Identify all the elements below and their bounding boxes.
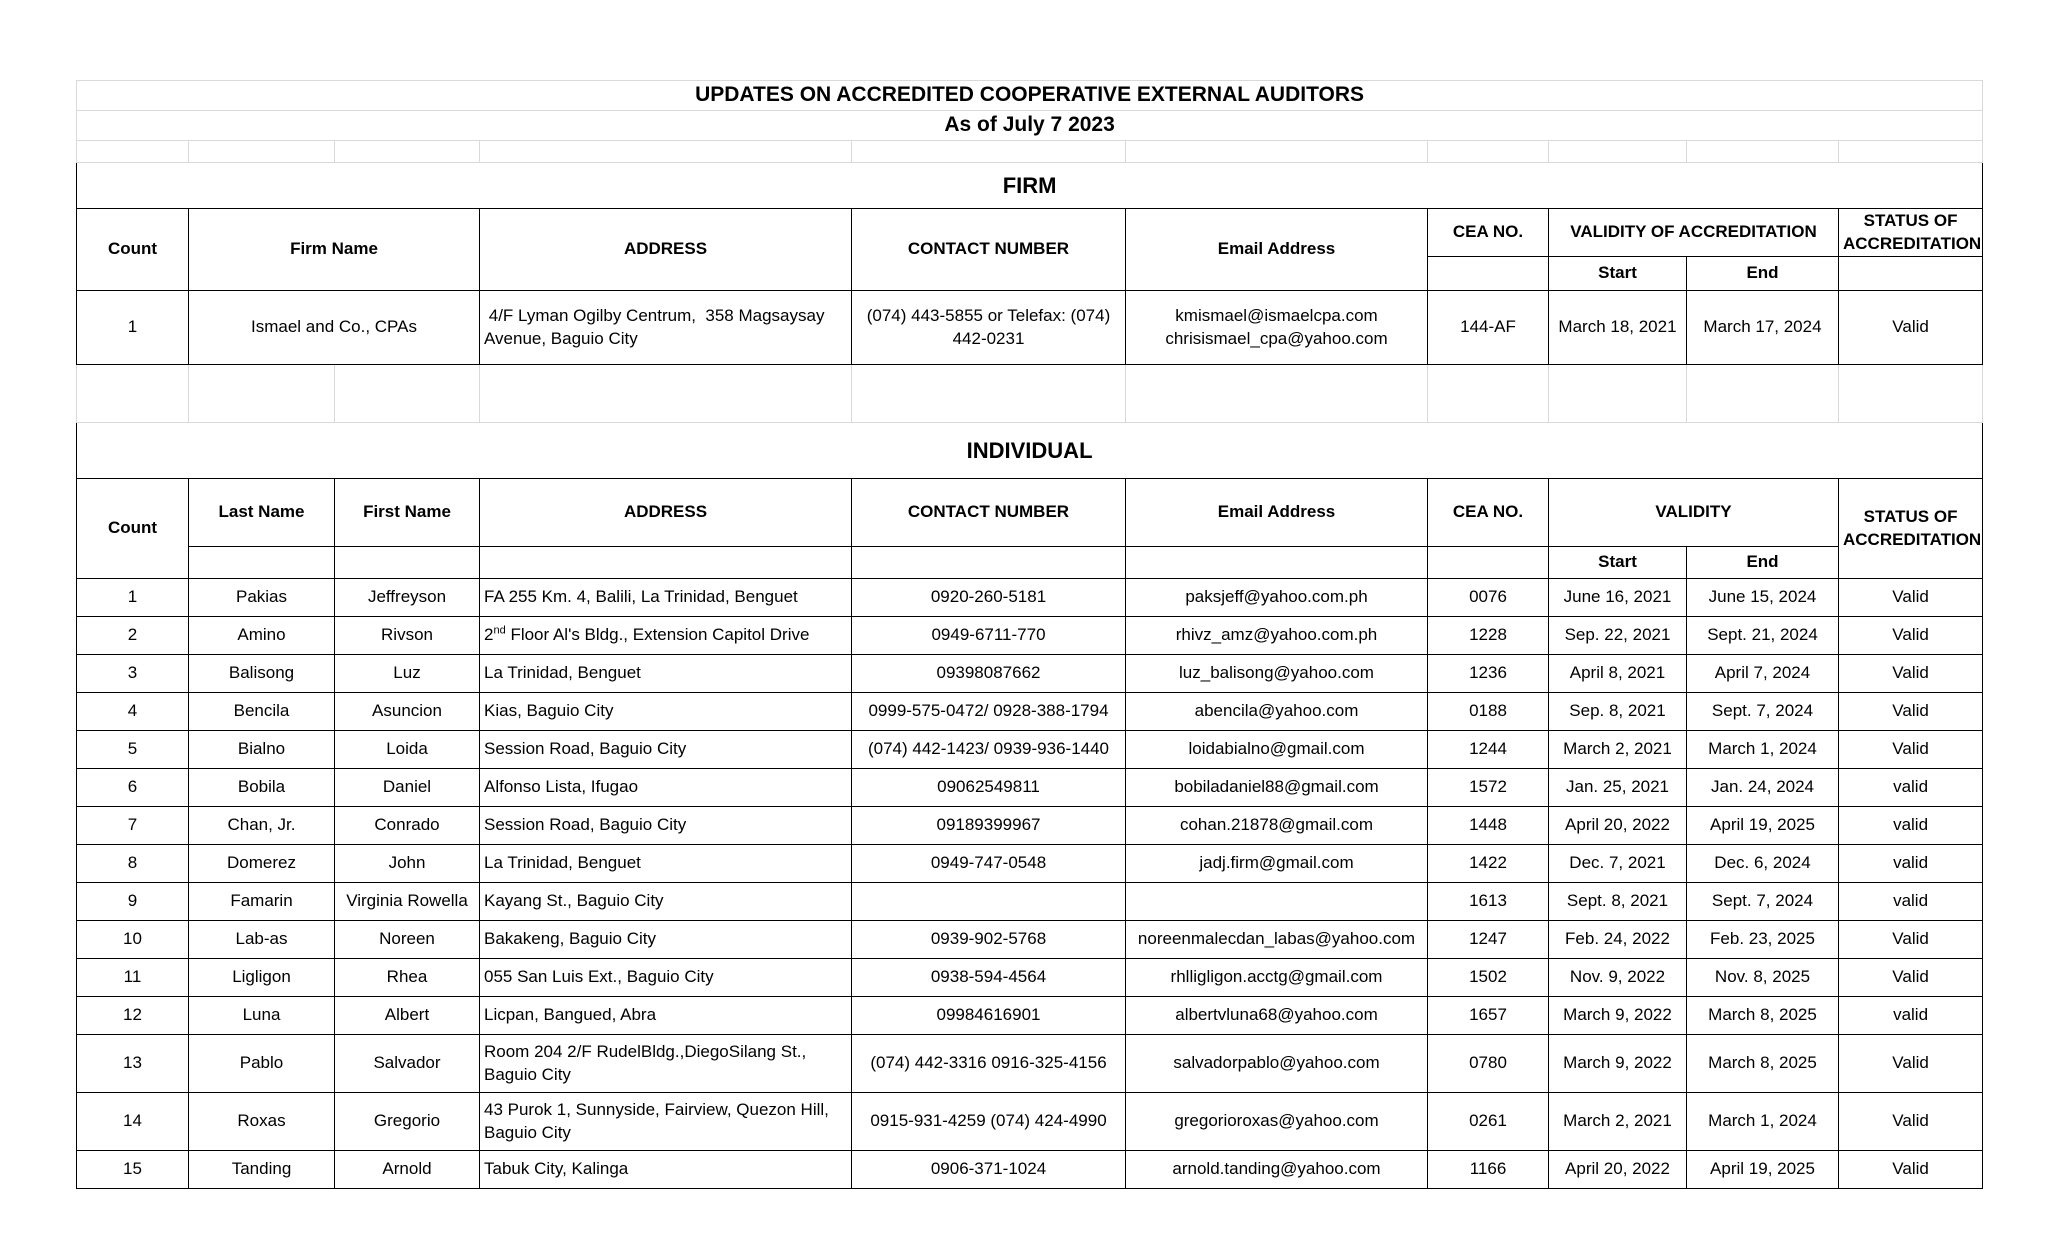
table-row	[77, 1151, 1983, 1189]
cell-status: valid	[1839, 845, 1983, 883]
cell-last-name: Famarin	[189, 883, 335, 921]
cell-first-name: Albert	[335, 997, 480, 1035]
cell-cea: 1422	[1428, 845, 1549, 883]
header-cea-blank	[1428, 257, 1549, 291]
table-row	[77, 769, 1983, 807]
cell-last-name: Tanding	[189, 1151, 335, 1189]
cell-last-name: Bobila	[189, 769, 335, 807]
cell-last-name: Lab-as	[189, 921, 335, 959]
cell-status: valid	[1839, 883, 1983, 921]
cell-email: jadj.firm@gmail.com	[1126, 845, 1428, 883]
cell-last-name: Pakias	[189, 579, 335, 617]
cell-contact: (074) 442-1423/ 0939-936-1440	[852, 731, 1126, 769]
cell-first-name: Rivson	[335, 617, 480, 655]
cell-count: 7	[77, 807, 189, 845]
header-validity: VALIDITY OF ACCREDITATION	[1549, 209, 1839, 257]
cell-contact: 09984616901	[852, 997, 1126, 1035]
header-end: End	[1687, 257, 1839, 291]
header-count: Count	[77, 479, 189, 579]
table-row	[77, 617, 1983, 655]
table-row	[77, 291, 1983, 365]
cell-cea: 1448	[1428, 807, 1549, 845]
table-row	[77, 845, 1983, 883]
cell-count: 3	[77, 655, 189, 693]
cell-cea: 1166	[1428, 1151, 1549, 1189]
cell-count: 14	[77, 1093, 189, 1151]
header-status: STATUS OF ACCREDITATION	[1839, 209, 1983, 257]
cell-first-name: Luz	[335, 655, 480, 693]
cell-count: 5	[77, 731, 189, 769]
cell-status: Valid	[1839, 579, 1983, 617]
header-address: ADDRESS	[480, 479, 852, 547]
table-row	[77, 731, 1983, 769]
cell-status: Valid	[1839, 1093, 1983, 1151]
table-row	[77, 1035, 1983, 1093]
cell-first-name: Jeffreyson	[335, 579, 480, 617]
cell-contact: 09189399967	[852, 807, 1126, 845]
cell-email: noreenmalecdan_labas@yahoo.com	[1126, 921, 1428, 959]
table-row	[77, 883, 1983, 921]
cell-cea: 1228	[1428, 617, 1549, 655]
firm-section-heading: FIRM	[77, 163, 1983, 209]
cell-address: 055 San Luis Ext., Baguio City	[480, 959, 852, 997]
email-line-2: chrisismael_cpa@yahoo.com	[1165, 328, 1388, 348]
cell-address: 4/F Lyman Ogilby Centrum, 358 Magsaysay Avenue, Baguio City	[480, 291, 852, 365]
cell-address: Kias, Baguio City	[480, 693, 852, 731]
cell-count: 10	[77, 921, 189, 959]
document-title: UPDATES ON ACCREDITED COOPERATIVE EXTERNAL AUDITORS	[77, 81, 1983, 111]
cell-start: Jan. 25, 2021	[1549, 769, 1687, 807]
header-cea: CEA NO.	[1428, 209, 1549, 257]
cell-cea: 0188	[1428, 693, 1549, 731]
cell-email: luz_balisong@yahoo.com	[1126, 655, 1428, 693]
header-email: Email Address	[1126, 479, 1428, 547]
cell-address: 2nd Floor Al's Bldg., Extension Capitol Drive	[480, 617, 852, 655]
header-first-name: First Name	[335, 479, 480, 547]
cell-address: Tabuk City, Kalinga	[480, 1151, 852, 1189]
cell-last-name: Bialno	[189, 731, 335, 769]
cell-end: Dec. 6, 2024	[1687, 845, 1839, 883]
cell-first-name: Salvador	[335, 1035, 480, 1093]
header-contact: CONTACT NUMBER	[852, 209, 1126, 291]
table-row	[77, 959, 1983, 997]
cell-firm-name: Ismael and Co., CPAs	[189, 291, 480, 365]
header-status-blank	[1839, 257, 1983, 291]
table-row	[77, 579, 1983, 617]
cell-contact: 0939-902-5768	[852, 921, 1126, 959]
cell-count: 15	[77, 1151, 189, 1189]
cell-first-name: Arnold	[335, 1151, 480, 1189]
cell-end: Sept. 7, 2024	[1687, 693, 1839, 731]
cell-status: valid	[1839, 997, 1983, 1035]
cell-contact	[852, 883, 1126, 921]
cell-end: Nov. 8, 2025	[1687, 959, 1839, 997]
header-address: ADDRESS	[480, 209, 852, 291]
cell-first-name: Conrado	[335, 807, 480, 845]
cell-end: April 7, 2024	[1687, 655, 1839, 693]
table-row	[77, 693, 1983, 731]
cell-contact: 0949-6711-770	[852, 617, 1126, 655]
cell-start: April 8, 2021	[1549, 655, 1687, 693]
cell-email	[1126, 291, 1428, 365]
cell-cea: 1244	[1428, 731, 1549, 769]
cell-contact: (074) 443-5855 or Telefax: (074) 442-0231	[852, 291, 1126, 365]
cell-count: 6	[77, 769, 189, 807]
spacer-row	[77, 141, 1983, 163]
header-status: STATUS OF ACCREDITATION	[1839, 479, 1983, 579]
cell-count: 9	[77, 883, 189, 921]
cell-count: 12	[77, 997, 189, 1035]
header-contact: CONTACT NUMBER	[852, 479, 1126, 547]
cell-status: Valid	[1839, 959, 1983, 997]
cell-cea: 0780	[1428, 1035, 1549, 1093]
cell-last-name: Chan, Jr.	[189, 807, 335, 845]
table-row	[77, 807, 1983, 845]
cell-status: Valid	[1839, 1151, 1983, 1189]
spreadsheet	[76, 80, 1982, 1189]
cell-last-name: Ligligon	[189, 959, 335, 997]
cell-count: 2	[77, 617, 189, 655]
cell-status: Valid	[1839, 921, 1983, 959]
cell-first-name: Rhea	[335, 959, 480, 997]
cell-address: Alfonso Lista, Ifugao	[480, 769, 852, 807]
cell-last-name: Luna	[189, 997, 335, 1035]
cell-address: La Trinidad, Benguet	[480, 655, 852, 693]
cell-start: March 2, 2021	[1549, 731, 1687, 769]
cell-contact: 0906-371-1024	[852, 1151, 1126, 1189]
cell-start: March 2, 2021	[1549, 1093, 1687, 1151]
cell-end: Sept. 7, 2024	[1687, 883, 1839, 921]
cell-status: valid	[1839, 769, 1983, 807]
cell-status: Valid	[1839, 693, 1983, 731]
cell-end: June 15, 2024	[1687, 579, 1839, 617]
cell-first-name: John	[335, 845, 480, 883]
cell-cea: 1657	[1428, 997, 1549, 1035]
cell-last-name: Pablo	[189, 1035, 335, 1093]
cell-contact: 0915-931-4259 (074) 424-4990	[852, 1093, 1126, 1151]
cell-end: March 17, 2024	[1687, 291, 1839, 365]
cell-count: 4	[77, 693, 189, 731]
header-end: End	[1687, 547, 1839, 579]
cell-address: Session Road, Baguio City	[480, 807, 852, 845]
cell-first-name: Asuncion	[335, 693, 480, 731]
individual-section-heading: INDIVIDUAL	[77, 423, 1983, 479]
cell-email: rhlligligon.acctg@gmail.com	[1126, 959, 1428, 997]
auditors-table	[76, 80, 1983, 1189]
cell-end: Sept. 21, 2024	[1687, 617, 1839, 655]
cell-address: Room 204 2/F RudelBldg.,DiegoSilang St., Baguio City	[480, 1035, 852, 1093]
cell-first-name: Virginia Rowella	[335, 883, 480, 921]
cell-email: salvadorpablo@yahoo.com	[1126, 1035, 1428, 1093]
cell-cea: 0261	[1428, 1093, 1549, 1151]
header-start: Start	[1549, 257, 1687, 291]
cell-cea: 1572	[1428, 769, 1549, 807]
cell-contact: 0938-594-4564	[852, 959, 1126, 997]
cell-end: March 8, 2025	[1687, 1035, 1839, 1093]
cell-last-name: Bencila	[189, 693, 335, 731]
cell-last-name: Amino	[189, 617, 335, 655]
cell-count: 13	[77, 1035, 189, 1093]
cell-status: valid	[1839, 807, 1983, 845]
table-row	[77, 655, 1983, 693]
cell-start: April 20, 2022	[1549, 807, 1687, 845]
firm-header-row	[77, 209, 1983, 257]
cell-email: loidabialno@gmail.com	[1126, 731, 1428, 769]
header-validity: VALIDITY	[1549, 479, 1839, 547]
cell-email: albertvluna68@yahoo.com	[1126, 997, 1428, 1035]
cell-email: gregorioroxas@yahoo.com	[1126, 1093, 1428, 1151]
cell-count: 11	[77, 959, 189, 997]
cell-contact: 0949-747-0548	[852, 845, 1126, 883]
cell-last-name: Balisong	[189, 655, 335, 693]
cell-contact: 0920-260-5181	[852, 579, 1126, 617]
table-row	[77, 921, 1983, 959]
cell-cea: 1613	[1428, 883, 1549, 921]
cell-address: Kayang St., Baguio City	[480, 883, 852, 921]
cell-start: June 16, 2021	[1549, 579, 1687, 617]
cell-start: Feb. 24, 2022	[1549, 921, 1687, 959]
header-firm-name: Firm Name	[189, 209, 480, 291]
email-line-1: kmismael@ismaelcpa.com	[1175, 305, 1378, 325]
cell-end: March 1, 2024	[1687, 731, 1839, 769]
cell-contact: (074) 442-3316 0916-325-4156	[852, 1035, 1126, 1093]
cell-start: March 9, 2022	[1549, 1035, 1687, 1093]
cell-count: 1	[77, 579, 189, 617]
header-cea: CEA NO.	[1428, 479, 1549, 547]
cell-address: La Trinidad, Benguet	[480, 845, 852, 883]
cell-contact: 09398087662	[852, 655, 1126, 693]
cell-cea: 1502	[1428, 959, 1549, 997]
cell-end: April 19, 2025	[1687, 1151, 1839, 1189]
cell-start: Nov. 9, 2022	[1549, 959, 1687, 997]
cell-cea: 0076	[1428, 579, 1549, 617]
cell-end: March 8, 2025	[1687, 997, 1839, 1035]
individual-header-row	[77, 479, 1983, 547]
header-email: Email Address	[1126, 209, 1428, 291]
cell-start: March 18, 2021	[1549, 291, 1687, 365]
cell-status: Valid	[1839, 655, 1983, 693]
cell-cea: 1236	[1428, 655, 1549, 693]
cell-address: FA 255 Km. 4, Balili, La Trinidad, Benguet	[480, 579, 852, 617]
cell-contact: 0999-575-0472/ 0928-388-1794	[852, 693, 1126, 731]
cell-email: paksjeff@yahoo.com.ph	[1126, 579, 1428, 617]
cell-start: Sep. 22, 2021	[1549, 617, 1687, 655]
cell-email: cohan.21878@gmail.com	[1126, 807, 1428, 845]
cell-address: Bakakeng, Baguio City	[480, 921, 852, 959]
table-row	[77, 1093, 1983, 1151]
header-start: Start	[1549, 547, 1687, 579]
cell-email: rhivz_amz@yahoo.com.ph	[1126, 617, 1428, 655]
cell-status: Valid	[1839, 731, 1983, 769]
cell-status: Valid	[1839, 1035, 1983, 1093]
cell-end: March 1, 2024	[1687, 1093, 1839, 1151]
cell-email: abencila@yahoo.com	[1126, 693, 1428, 731]
cell-first-name: Loida	[335, 731, 480, 769]
cell-cea: 144-AF	[1428, 291, 1549, 365]
cell-start: Sep. 8, 2021	[1549, 693, 1687, 731]
document-subtitle: As of July 7 2023	[77, 111, 1983, 141]
cell-contact: 09062549811	[852, 769, 1126, 807]
cell-status: Valid	[1839, 617, 1983, 655]
cell-email	[1126, 883, 1428, 921]
cell-end: Feb. 23, 2025	[1687, 921, 1839, 959]
cell-end: Jan. 24, 2024	[1687, 769, 1839, 807]
cell-cea: 1247	[1428, 921, 1549, 959]
header-count: Count	[77, 209, 189, 291]
cell-start: April 20, 2022	[1549, 1151, 1687, 1189]
header-last-name: Last Name	[189, 479, 335, 547]
cell-first-name: Daniel	[335, 769, 480, 807]
cell-status: Valid	[1839, 291, 1983, 365]
table-row	[77, 997, 1983, 1035]
cell-count: 1	[77, 291, 189, 365]
cell-first-name: Gregorio	[335, 1093, 480, 1151]
cell-start: Sept. 8, 2021	[1549, 883, 1687, 921]
cell-count: 8	[77, 845, 189, 883]
cell-start: Dec. 7, 2021	[1549, 845, 1687, 883]
cell-first-name: Noreen	[335, 921, 480, 959]
spacer-row	[77, 365, 1983, 423]
cell-address: 43 Purok 1, Sunnyside, Fairview, Quezon Hill, Baguio City	[480, 1093, 852, 1151]
cell-address: Licpan, Bangued, Abra	[480, 997, 852, 1035]
cell-email: arnold.tanding@yahoo.com	[1126, 1151, 1428, 1189]
cell-email: bobiladaniel88@gmail.com	[1126, 769, 1428, 807]
cell-end: April 19, 2025	[1687, 807, 1839, 845]
cell-start: March 9, 2022	[1549, 997, 1687, 1035]
cell-address: Session Road, Baguio City	[480, 731, 852, 769]
cell-last-name: Roxas	[189, 1093, 335, 1151]
cell-last-name: Domerez	[189, 845, 335, 883]
